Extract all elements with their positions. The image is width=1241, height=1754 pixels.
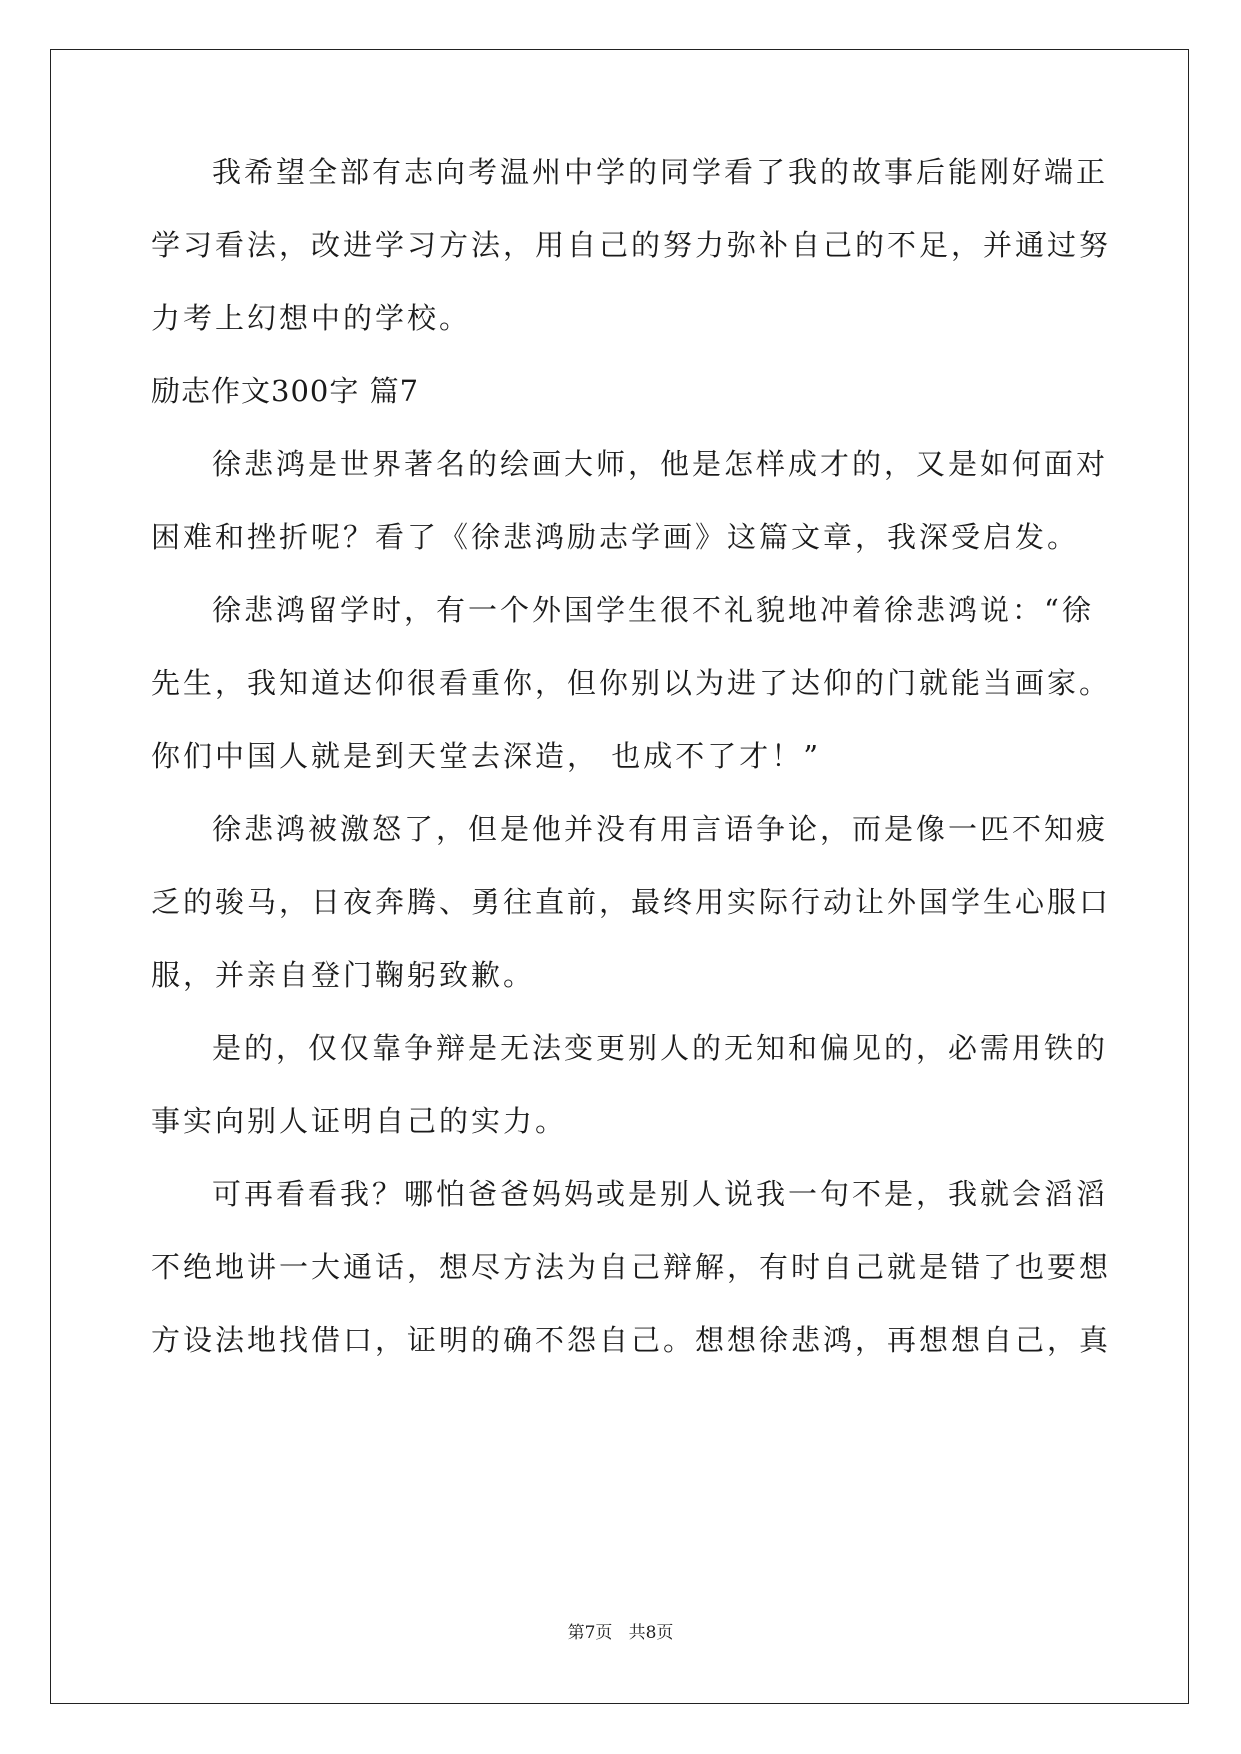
paragraph-line: 方设法地找借口，证明的确不怨自己。想想徐悲鸿，再想想自己，真 [151, 1323, 1112, 1357]
paragraph-line: 乏的骏马，日夜奔腾、勇往直前，最终用实际行动让外国学生心服口 [151, 885, 1112, 919]
paragraph-line: 先生，我知道达仰很看重你，但你别以为进了达仰的门就能当画家。 [151, 666, 1112, 700]
paragraph-line: 徐悲鸿是世界著名的绘画大师，他是怎样成才的，又是如何面对 [212, 447, 1109, 481]
paragraph-line: 服，并亲自登门鞠躬致歉。 [151, 958, 536, 992]
page-number-footer: 第7页 共8页 [567, 1623, 674, 1643]
page-border [50, 49, 1189, 1704]
paragraph-line: 徐悲鸿留学时，有一个外国学生很不礼貌地冲着徐悲鸿说：“徐 [212, 593, 1094, 627]
paragraph-line: 事实向别人证明自己的实力。 [151, 1104, 568, 1138]
paragraph-line: 不绝地讲一大通话，想尽方法为自己辩解，有时自己就是错了也要想 [151, 1250, 1112, 1284]
paragraph-line: 你们中国人就是到天堂去深造， 也成不了才！” [151, 739, 822, 773]
paragraph-line: 可再看看我？哪怕爸爸妈妈或是别人说我一句不是，我就会滔滔 [212, 1177, 1109, 1211]
paragraph-line: 力考上幻想中的学校。 [151, 301, 472, 335]
paragraph-line: 困难和挫折呢？看了《徐悲鸿励志学画》这篇文章，我深受启发。 [151, 520, 1080, 554]
paragraph-line: 我希望全部有志向考温州中学的同学看了我的故事后能刚好端正 [212, 155, 1109, 189]
paragraph-line: 徐悲鸿被激怒了，但是他并没有用言语争论，而是像一匹不知疲 [212, 812, 1109, 846]
paragraph-line: 学习看法，改进学习方法，用自己的努力弥补自己的不足，并通过努 [151, 228, 1112, 262]
section-heading: 励志作文300字 篇7 [151, 374, 420, 408]
paragraph-line: 是的，仅仅靠争辩是无法变更别人的无知和偏见的，必需用铁的 [212, 1031, 1109, 1065]
